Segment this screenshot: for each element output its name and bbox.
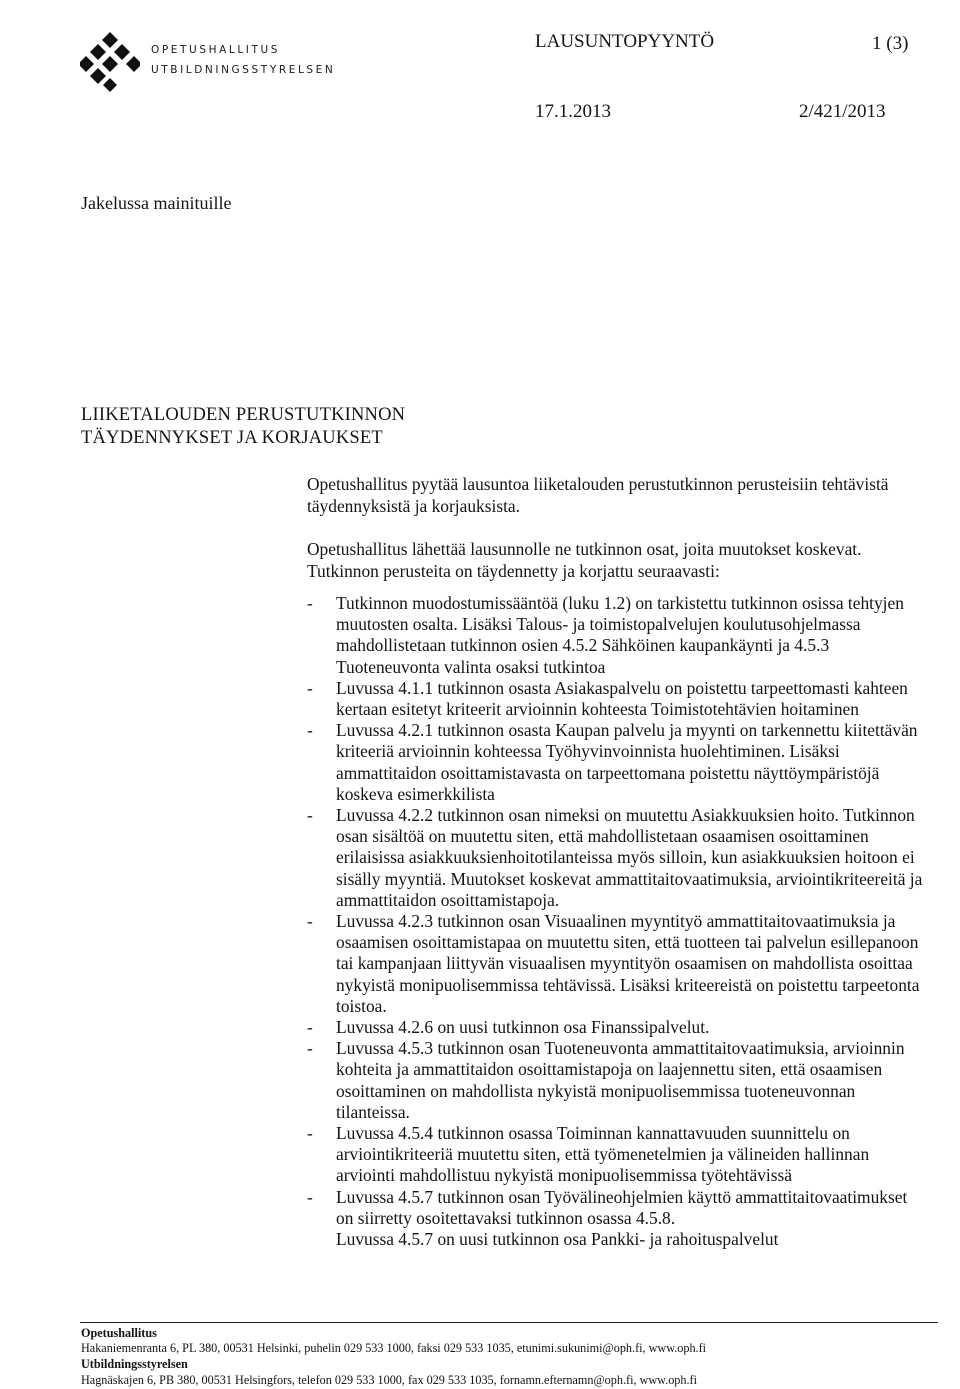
list-item: - Luvussa 4.5.7 tutkinnon osan Työvälineohjelmien käyttö ammattitaitovaatimukset on siirretty osoitettavaksi tutkinnon osassa 4.5.8. [307,1187,927,1229]
paragraph-request [307,474,927,517]
organization-logo-icon [80,30,140,92]
list-item: - Luvussa 4.2.6 on uusi tutkinnon osa Finanssipalvelut. [307,1017,927,1038]
paragraph-text: Opetushallitus lähettää lausunnolle ne tutkinnon osat, joita muutokset koskevat. Tutkinnon perusteita on täydennetty ja korjattu seuraavasti: [307,539,862,581]
list-item: - Luvussa 4.1.1 tutkinnon osasta Asiakaspalvelu on poistettu tarpeettomasti kahteen kertaan esitetyt kriteerit arvioinnin kohteesta Toimistotehtävien hoitaminen [307,678,927,720]
recipients: Jakelussa mainituille [81,193,232,213]
list-item: - Luvussa 4.5.4 tutkinnon osassa Toiminnan kannattavuuden suunnittelu on arviointikriteeriä muutettu siten, että työmenetelmien ja välineiden hallinnan arviointi mahdollistuu nykyistä monipuolisemmissa työtehtävissä [307,1123,927,1187]
list-item: - Luvussa 4.2.1 tutkinnon osasta Kaupan palvelu ja myynti on tarkennettu kiitettävän kriteeriä arvioinnin kohteessa Työhyvinvoinnista huolehtiminen. Lisäksi ammattitaidon osoittamistavasta on tarpeettomana poistettu näyttöympäristöjä koskeva esimerkkilista [307,720,927,805]
org-name-swedish: UTBILDNINGSSTYRELSEN [151,64,336,76]
document-title-line-2: TÄYDENNYKSET JA KORJAUKSET [81,428,383,448]
footer-sv-name-text: Utbildningsstyrelsen [81,1357,188,1371]
footer-fi-name-text: Opetushallitus [81,1326,157,1340]
list-item-continuation: Luvussa 4.5.7 on uusi tutkinnon osa Pankki- ja rahoituspalvelut [336,1229,779,1250]
list-item: - Tutkinnon muodostumissääntöä (luku 1.2) on tarkistettu tutkinnon osissa tehtyjen muutosten osalta. Lisäksi Talous- ja toimistopalvelujen koulutusohjelmassa mahdollistetaan tutkinnon osien 4.5.2 Sähköinen kaupankäynti ja 4.5.3 Tuoteneuvonta valinta osaksi tutkintoa [307,593,927,678]
list-item: - Luvussa 4.5.3 tutkinnon osan Tuoteneuvonta ammattitaitovaatimuksia, arvioinnin kohteita ja ammattitaidon osoittamistapoja on laajennettu siten, että osaamisen osoittaminen on mahdollista nykyistä monipuolisemmissa tuoteneuvonnan tilanteissa. [307,1038,927,1123]
paragraph-changes-intro [307,539,927,582]
document-type: LAUSUNTOPYYNTÖ [535,31,715,52]
reference-number: 2/421/2013 [799,101,886,122]
footer-sv-name [81,1357,188,1372]
page-number: 1 (3) [872,33,909,54]
changes-list [307,593,927,1250]
footer-fi-address: Hakaniemenranta 6, PL 380, 00531 Helsinki, puhelin 029 533 1000, faksi 029 533 1035, etunimi.sukunimi@oph.fi, www.oph.fi [81,1341,707,1355]
footer-sv-address: Hagnäskajen 6, PB 380, 00531 Helsingfors, telefon 029 533 1000, fax 029 533 1035, fornamn.efternamn@oph.fi, www.oph.fi [81,1373,697,1387]
footer-fi-name [81,1326,157,1341]
list-item: - Luvussa 4.2.2 tutkinnon osan nimeksi on muutettu Asiakkuuksien hoito. Tutkinnon osan sisältöä on muutettu siten, että mahdollistetaan osaamisen osoittaminen erilaisissa asiakkuuksienhoitotilanteissa myös silloin, kun asiakkuuksien hoitoon ei sisälly myyntiä. Muutokset koskevat ammattitaitovaatimuksia, arviointikriteereitä ja ammattitaidon osoittamistapoja. [307,805,927,911]
footer-divider [80,1322,938,1323]
org-name-finnish: OPETUSHALLITUS [151,44,281,56]
list-item: - Luvussa 4.2.3 tutkinnon osan Visuaalinen myyntityö ammattitaitovaatimuksia ja osaamisen osoittamistapaa on muutettu siten, että tuotteen tai palvelun esillepanoon tai kampanjaan liittyvän visuaalisen myyntityön osaamisen on mahdollista osoittaa nykyistä monipuolisemmissa tehtävissä. Lisäksi kriteereistä on poistettu tarpeetonta toistoa. [307,911,927,1017]
document-title-line-1: LIIKETALOUDEN PERUSTUTKINNON [81,405,406,425]
paragraph-text: Opetushallitus pyytää lausuntoa liiketalouden perustutkinnon perusteisiin tehtävistä täydennyksistä ja korjauksista. [307,474,889,516]
document-date: 17.1.2013 [535,101,611,122]
